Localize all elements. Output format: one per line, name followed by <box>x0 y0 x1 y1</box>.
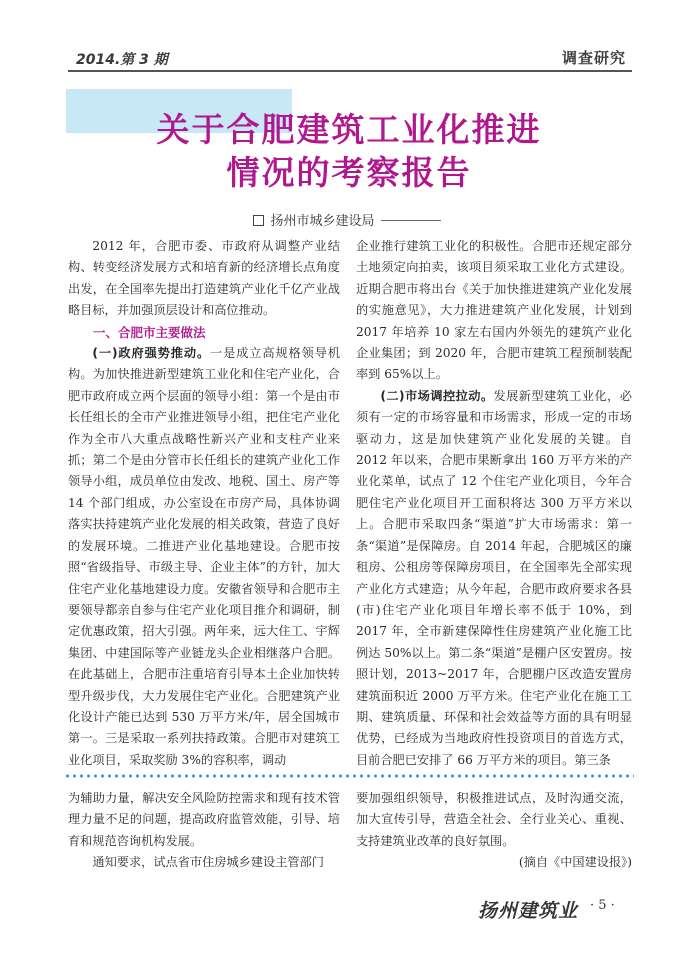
column-left <box>68 236 340 771</box>
paragraph-2-lead: (二)市场调控拉动。 <box>380 388 494 403</box>
footer-logo: 扬州建筑业 <box>478 900 579 922</box>
issue-label: 2014.第 3 期 <box>76 52 168 68</box>
bottom-column-left <box>68 788 340 874</box>
paragraph-1-lead: (一)政府强势推动。 <box>92 346 211 361</box>
paragraph-1 <box>68 343 340 771</box>
paragraph-2-text: 发展新型建筑工业化，必须有一定的市场容量和市场需求，形成一定的市场驱动力，这是加快建筑产业化发展的关键。自 2012 年以来，合肥市果断拿出 160 万平方米的产业化菜单，试点了 12 个住宅产业化项目，今年合肥住宅产业化项目开工面积将达 300 万平方米以上。合肥市采取四条“渠道”扩大市场需求：第一条“渠道”是保障房。自 2014 年起，合肥城区的廉租房、公租房等保障房项目，在全国率先全部实现产业化方式建造；从今年起，合肥市政府要求各县(市)住宅产业化项目年增长率不低于 10%，到 2017 年，全市新建保障性住房建筑产业化施工比例达 50%以上。第二条“渠道”是棚户区安置房。按照计划，2013~2017 年，合肥棚户区改造安置房建筑面积近 2000 万平方米。住宅产业化在施工工期、建筑质量、环保和社会效益等方面的具有明显优势，已经成为当地政府性投资项目的首选方式，目前合肥已安排了 66 万平方米的项目。第三条 <box>356 388 632 767</box>
dotted-divider <box>64 774 634 778</box>
section-label: 调查研究 <box>561 49 626 67</box>
byline-rule <box>381 220 441 221</box>
bottom-left-paragraph-2: 通知要求，试点省市住房城乡建设主管部门 <box>92 855 324 870</box>
intro-paragraph: 2012 年，合肥市委、市政府从调整产业结构、转变经济发展方式和培育新的经济增长点角度出发，在全国率先提出打造建筑产业化千亿产业战略目标，并加强顶层设计和高位推动。 <box>68 239 340 318</box>
bottom-left-paragraph-1: 为辅助力量，解决安全风险防控需求和现有技术管理力量不足的问题，提高政府监管效能，引导、培育和规范咨询机构发展。 <box>68 791 340 848</box>
bottom-column-right <box>356 788 632 874</box>
author: 扬州市城乡建设局 <box>270 214 375 229</box>
source-note: (摘自《中国建设报》) <box>518 855 632 870</box>
article-title <box>66 108 632 194</box>
paragraph-1-text: 一是成立高规格领导机构。为加快推进新型建筑工业化和住宅产业化，合肥市政府成立两个层面的领导小组：第一个是由市长任组长的全市产业推进领导小组，把住宅产业化作为全市八大重点战略性新兴产业和支柱产业来抓；第二个是由分管市长任组长的建筑产业化工作领导小组，成员单位由发改、地税、国土、房产等 14 个部门组成，办公室设在市房产局，具体协调落实扶持建筑产业化发展的相关政策，营造了良好的发展环境。二推进产业化基地建设。合肥市按照“省级指导、市级主导、企业主体”的方针，加大住宅产业化基地建设力度。安徽省领导和合肥市主要领导都亲自参与住宅产业化项目推介和调研，制定优惠政策，招大引强。两年来，远大住工、宇辉集团、中建国际等产业链龙头企业相继落户合肥。在此基础上，合肥市注重培育引导本土企业加快转型升级步伐，大力发展住宅产业化。合肥建筑产业化设计产能已达到 530 万平方米/年，居全国城市第一。三是采取一系列扶持政策。合肥市对建筑工业化项目，采取奖励 3%的容积率，调动 <box>68 346 341 767</box>
bottom-right-paragraph-1: 要加强组织领导，积极推进试点，及时沟通交流，加大宣传引导，营造全社会、全行业关心、重视、支持建筑业改革的良好氛围。 <box>356 791 632 848</box>
section-heading: 一、合肥市主要做法 <box>93 324 206 340</box>
page-number: · 5 · <box>590 898 615 913</box>
paragraph-1-continued: 企业推行建筑工业化的积极性。合肥市还规定部分土地须定向拍卖，该项目须采取工业化方式建设。近期合肥市将出台《关于加快推进建筑产业化发展的实施意见》，大力推进建筑产业化发展，计划到 2017 年培养 10 家左右国内外领先的建筑产业化企业集团；到 2020 年，合肥市建筑工程预制装配率到 65%以上。 <box>356 239 632 382</box>
header-rule <box>68 70 632 72</box>
title-line-2: 情况的考察报告 <box>226 153 472 192</box>
square-icon <box>253 215 264 226</box>
title-line-1: 关于合肥建筑工业化推进 <box>156 110 542 149</box>
byline <box>0 210 700 229</box>
column-right <box>356 236 632 771</box>
paragraph-2 <box>356 386 632 771</box>
